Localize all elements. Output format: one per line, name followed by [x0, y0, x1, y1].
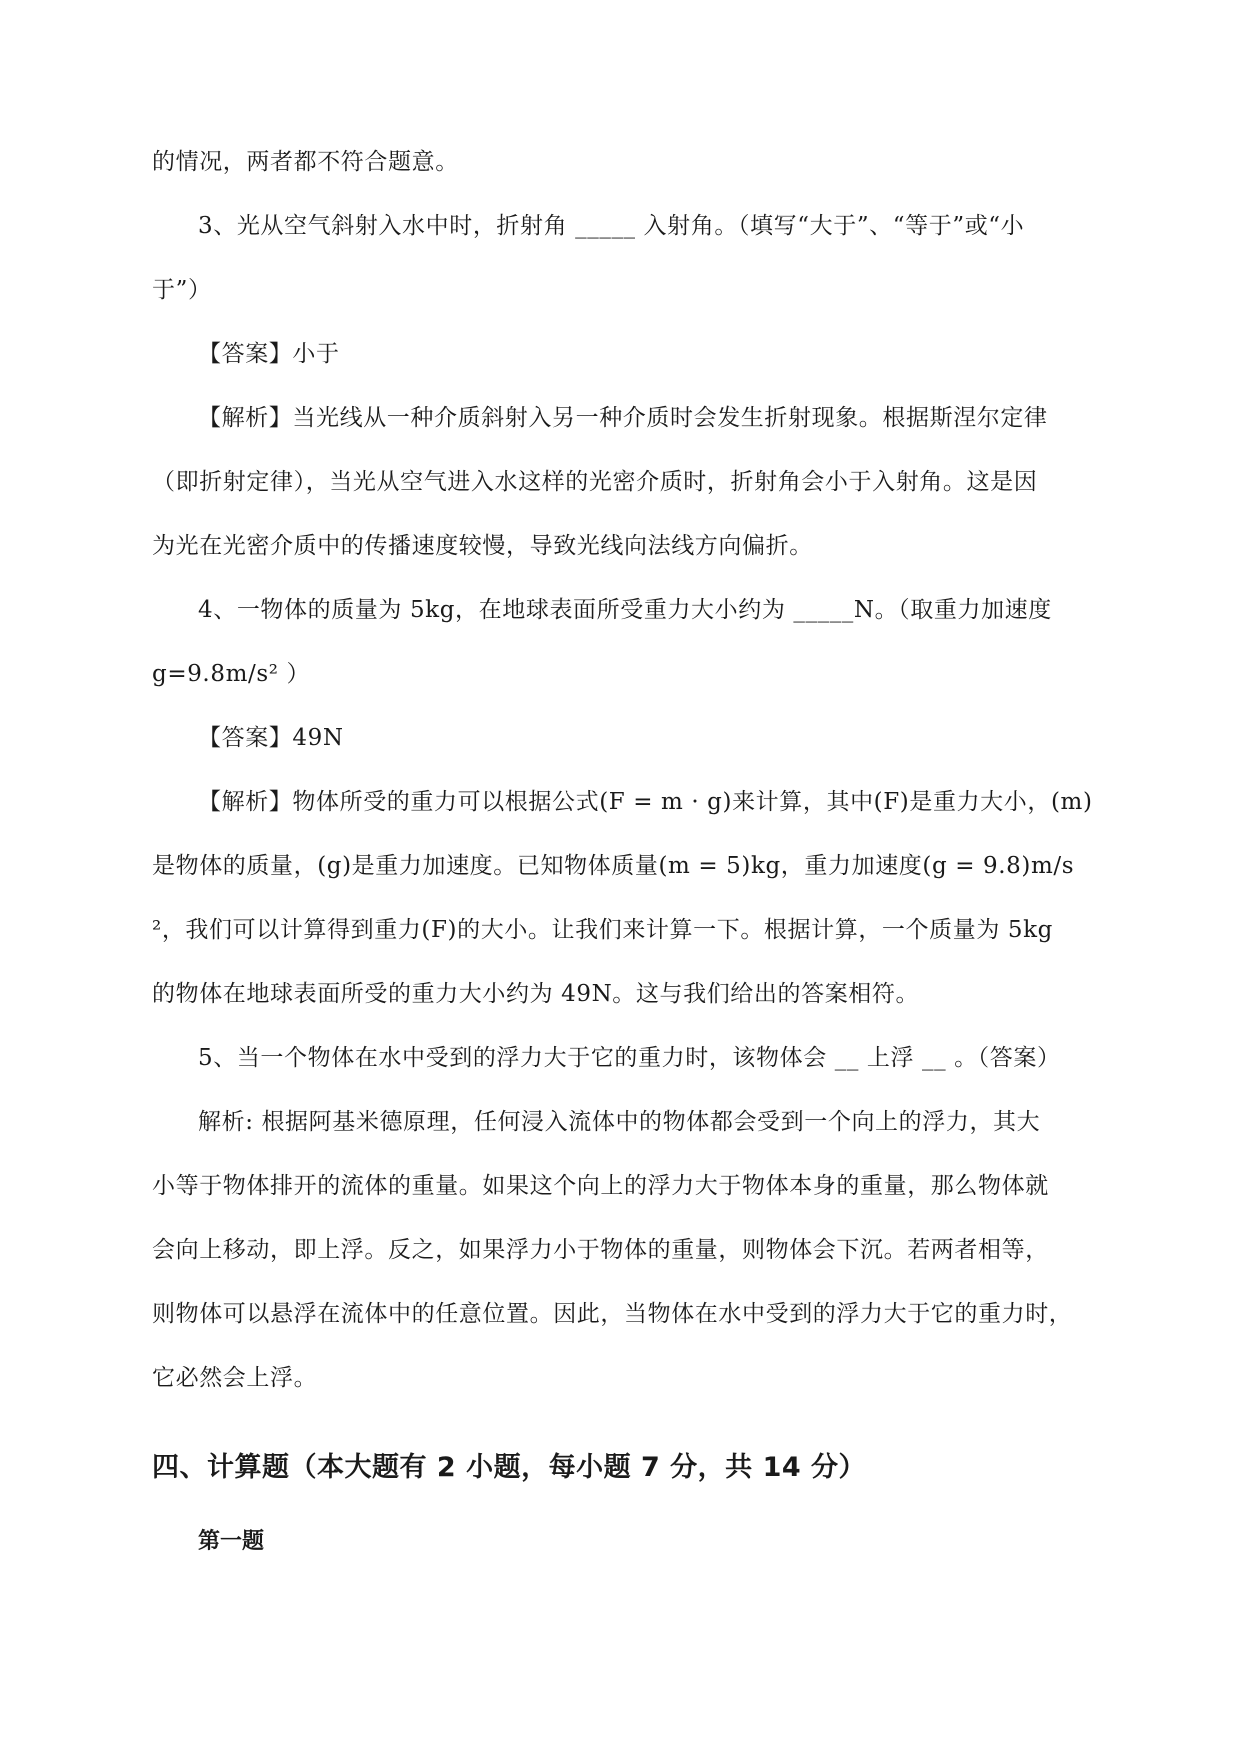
question-3-continued: 于”） — [152, 277, 212, 303]
explanation-3-line: 为光在光密介质中的传播速度较慢，导致光线向法线方向偏折。 — [152, 533, 813, 559]
explanation-5-line: 则物体可以悬浮在流体中的任意位置。因此，当物体在水中受到的浮力大于它的重力时， — [152, 1301, 1073, 1327]
explanation-3-line: （即折射定律），当光从空气进入水这样的光密介质时，折射角会小于入射角。这是因 — [152, 469, 1038, 495]
explanation-4-line: 是物体的质量，(g)是重力加速度。已知物体质量(m = 5)kg，重力加速度(g = 9.8)m/s — [152, 853, 1075, 879]
explanation-4-line: ²，我们可以计算得到重力(F)的大小。让我们来计算一下。根据计算，一个质量为 5kg — [152, 917, 1053, 943]
explanation-5-line: 会向上移动，即上浮。反之，如果浮力小于物体的重量，则物体会下沉。若两者相等， — [152, 1237, 1049, 1263]
explanation-4: 【解析】物体所受的重力可以根据公式(F = m · g)来计算，其中(F)是重力大小，(m) — [198, 789, 1093, 815]
explanation-3: 【解析】当光线从一种介质斜射入另一种介质时会发生折射现象。根据斯涅尔定律 — [198, 405, 1048, 431]
explanation-5-line: 小等于物体排开的流体的重量。如果这个向上的浮力大于物体本身的重量，那么物体就 — [152, 1173, 1049, 1199]
answer-3: 【答案】小于 — [198, 341, 340, 367]
question-3: 3、光从空气斜射入水中时，折射角 _____ 入射角。（填写“大于”、“等于”或“小 — [198, 213, 1025, 239]
question-4-continued: g=9.8m/s² ） — [152, 661, 311, 687]
question-5: 5、当一个物体在水中受到的浮力大于它的重力时，该物体会 __ 上浮 __ 。（答案） — [198, 1045, 1061, 1071]
explanation-5: 解析: 根据阿基米德原理，任何浸入流体中的物体都会受到一个向上的浮力，其大 — [198, 1109, 1041, 1135]
question-4: 4、一物体的质量为 5kg，在地球表面所受重力大小约为 _____N。（取重力加速度 — [198, 597, 1052, 623]
text-line: 的情况，两者都不符合题意。 — [152, 149, 459, 175]
explanation-4-line: 的物体在地球表面所受的重力大小约为 49N。这与我们给出的答案相符。 — [152, 981, 920, 1007]
subsection-heading: 第一题 — [198, 1529, 265, 1554]
explanation-5-line: 它必然会上浮。 — [152, 1365, 318, 1391]
answer-4: 【答案】49N — [198, 725, 344, 751]
document-page — [152, 130, 1100, 1574]
section-heading: 四、计算题（本大题有 2 小题，每小题 7 分，共 14 分） — [152, 1452, 867, 1483]
